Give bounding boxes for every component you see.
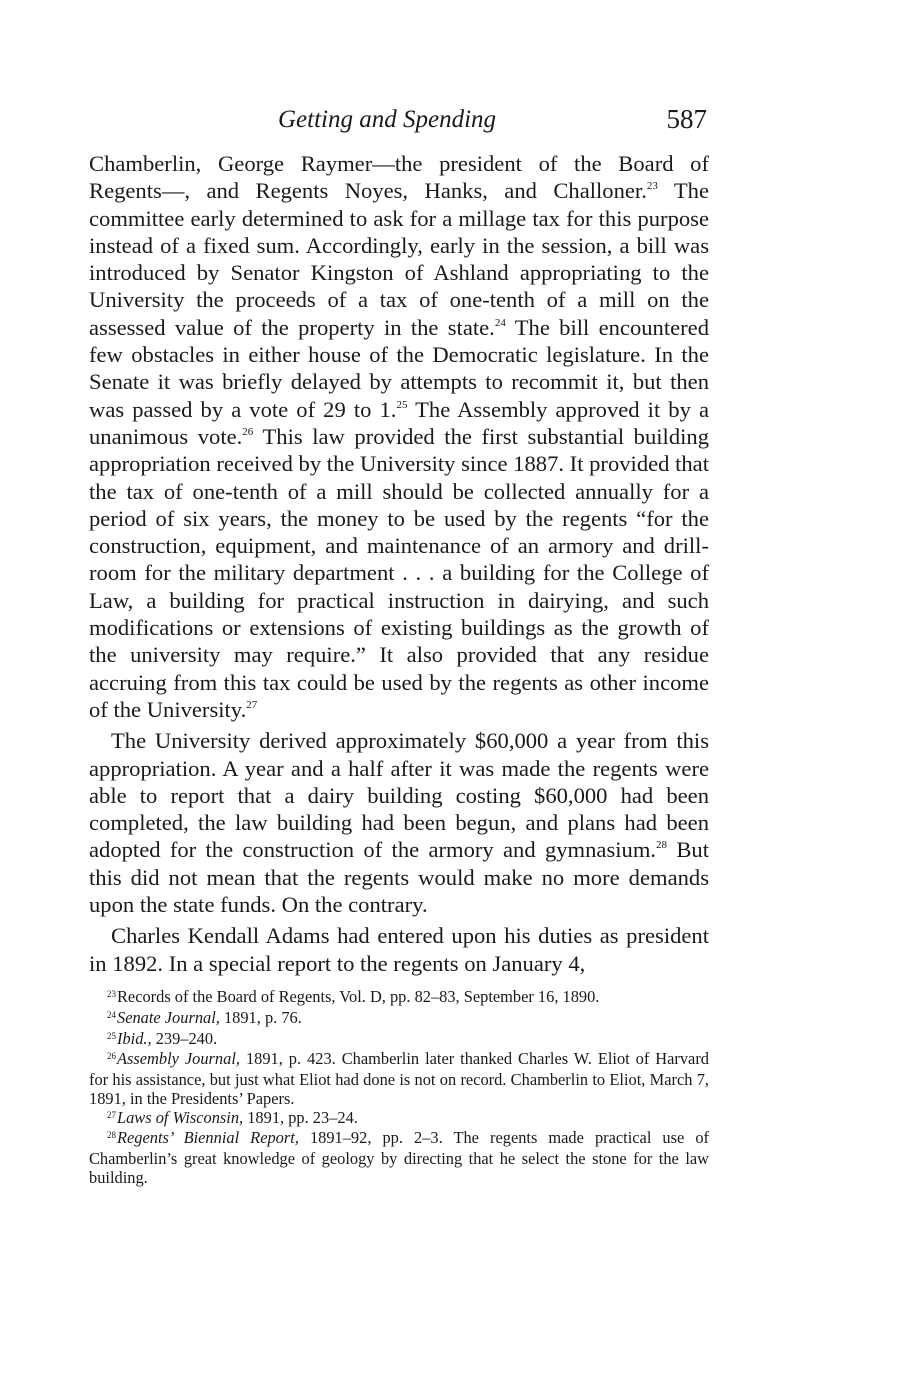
- footnote-text: 1891, pp. 23–24.: [243, 1107, 358, 1127]
- footnote-ref: 27: [246, 698, 258, 711]
- footnote-source: Regents’ Biennial Report,: [117, 1128, 299, 1148]
- footnote-text: 1891, p. 423. Chamberlin later thanked Charles W. Eliot of Harvard for his assistance, but just what Eliot had done is not on record. Chamberlin to Eliot, March 7, 1891, in the Presidents’ Papers.: [89, 1049, 709, 1108]
- footnote-ref: 23: [646, 180, 658, 193]
- paragraph-text: The committee early determined to ask for a millage tax for this purpose instead of a fixed sum. Accordingly, early in the session, a bill was introduced by Senator Kingston of Ashland appropriating to the University the proceeds of a tax of one-tenth of a mill on the assessed value of the property in the state.: [89, 178, 709, 340]
- footnote-text: 239–240.: [151, 1028, 218, 1048]
- footnote-number: 25: [107, 1030, 116, 1041]
- paragraph-text: Chamberlin, George Raymer—the president of the Board of Regents—, and Regents Noyes, Hanks, and Challoner.: [89, 151, 709, 204]
- footnote: [89, 1129, 709, 1187]
- running-title: Getting and Spending: [278, 106, 497, 133]
- footnote-number: 27: [107, 1109, 116, 1120]
- footnote-number: 28: [107, 1130, 116, 1141]
- paragraph: [89, 922, 709, 977]
- footnote-source: Laws of Wisconsin,: [117, 1107, 244, 1127]
- footnote-text: 1891, p. 76.: [219, 1007, 302, 1027]
- footnote-ref: 24: [494, 316, 506, 329]
- footnote-source: Assembly Journal,: [117, 1049, 240, 1069]
- paragraph-text: The Assembly approved it by a unanimous vote.: [89, 396, 710, 449]
- footnote-number: 23: [107, 988, 116, 999]
- footnote: [89, 1109, 709, 1130]
- paragraph-text: The bill encountered few obstacles in either house of the Democratic legislature. In the Senate it was briefly delayed by attempts to recommit it, but then was passed by a vote of 29 to 1.: [89, 314, 709, 422]
- footnote: [89, 1050, 709, 1108]
- footnote-ref: 26: [242, 425, 254, 438]
- footnote: [89, 1030, 709, 1051]
- book-page: [89, 104, 709, 1188]
- footnote: [89, 988, 709, 1009]
- body-text: [89, 150, 709, 977]
- footnote: [89, 1009, 709, 1030]
- footnotes: [89, 988, 709, 1188]
- paragraph-text: Charles Kendall Adams had entered upon his duties as president in 1892. In a special report to the regents on January 4,: [89, 923, 709, 976]
- paragraph-text: This law provided the first substantial building appropriation received by the University since 1887. It provided that the tax of one-tenth of a mill should be collected annually for a period of six years, the money to be used by the regents “for the construction, equipment, and maintenance of an armory and drill-room for the military department . . . a building for the College of Law, a building for practical instruction in dairying, and such modifications or extensions of existing buildings as the growth of the university may require.” It also provided that any residue accruing from this tax could be used by the regents as other income of the University.: [89, 423, 709, 722]
- page-number: 587: [666, 104, 707, 134]
- paragraph-text: But this did not mean that the regents would make no more demands upon the state funds. On the contrary.: [89, 837, 710, 918]
- footnote-number: 26: [107, 1051, 116, 1062]
- footnote-ref: 25: [396, 398, 408, 411]
- footnote-text: Records of the Board of Regents, Vol. D, pp. 82–83, September 16, 1890.: [117, 986, 600, 1006]
- footnote-source: Ibid.,: [117, 1028, 152, 1048]
- paragraph: [89, 727, 709, 918]
- paragraph: [89, 150, 709, 723]
- paragraph-text: The University derived approximately $60,000 a year from this appropriation. A year and a half after it was made the regents were able to report that a dairy building costing $60,000 had been completed, the law building had been begun, and plans had been adopted for the construction of the armory and gymnasium.: [89, 728, 709, 863]
- footnote-number: 24: [107, 1009, 116, 1020]
- footnote-ref: 28: [656, 839, 668, 852]
- running-head: [89, 104, 709, 144]
- footnote-source: Senate Journal,: [117, 1007, 220, 1027]
- footnote-text: 1891–92, pp. 2–3. The regents made practical use of Chamberlin’s great knowledge of geology by directing that he select the stone for the law building.: [89, 1128, 709, 1188]
